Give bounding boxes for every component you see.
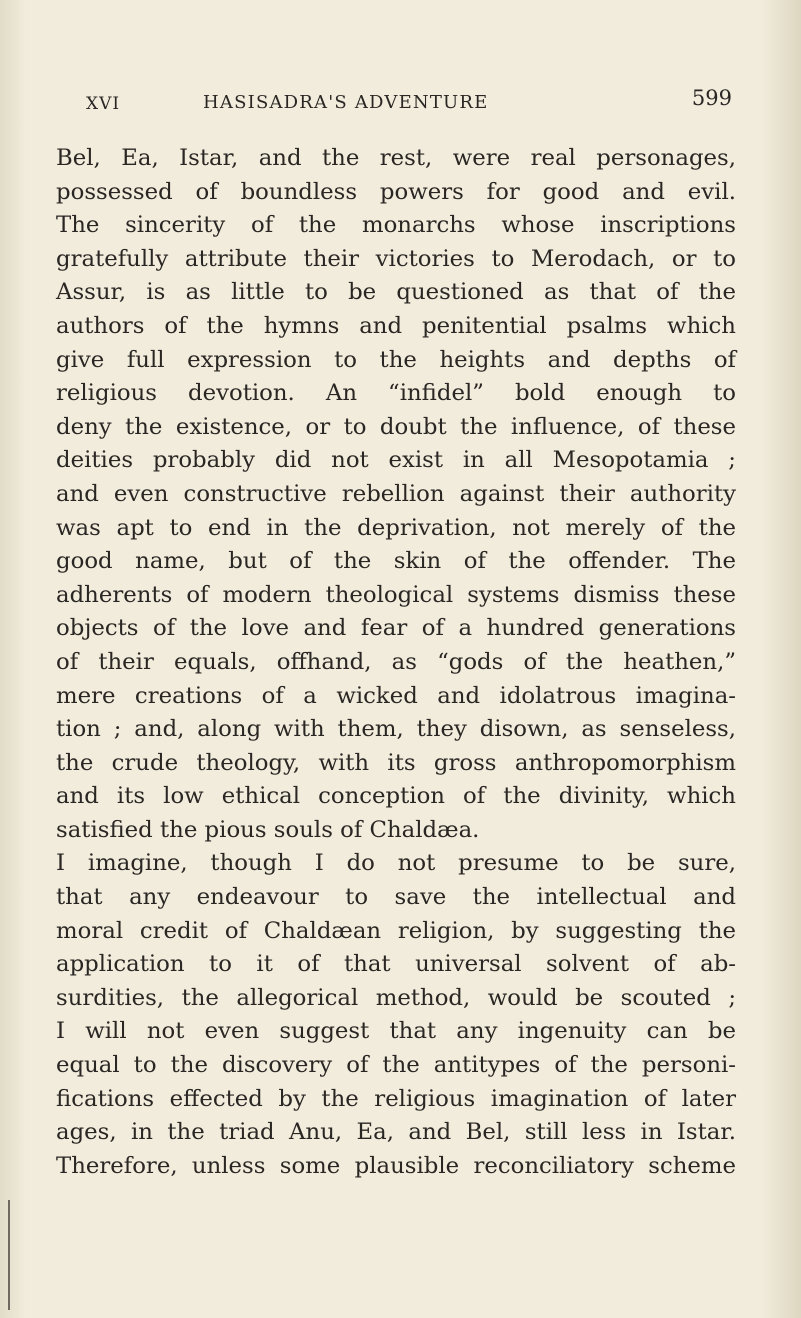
chapter-number: XVI bbox=[86, 94, 121, 114]
text-line: the crude theology, with its gross anthropomorphism bbox=[56, 749, 736, 776]
text-line: deny the existence, or to doubt the influence, of these bbox=[56, 413, 736, 440]
running-head bbox=[86, 86, 738, 120]
page-shade-left bbox=[0, 0, 26, 1318]
text-line: The sincerity of the monarchs whose inscriptions bbox=[56, 212, 736, 239]
text-line: application to it of that universal solvent of ab- bbox=[56, 951, 736, 978]
page-shade-right bbox=[761, 0, 801, 1318]
text-line: tion ; and, along with them, they disown, as senseless, bbox=[56, 716, 736, 743]
page-edge-mark bbox=[8, 1200, 10, 1310]
text-line: possessed of boundless powers for good and evil. bbox=[56, 178, 736, 205]
text-line: equal to the discovery of the antitypes of the personi- bbox=[56, 1052, 736, 1079]
text-line: Assur, is as little to be questioned as that of the bbox=[56, 279, 736, 306]
text-line: mere creations of a wicked and idolatrous imagina- bbox=[56, 682, 736, 709]
text-line: objects of the love and fear of a hundred generations bbox=[56, 615, 736, 642]
text-line: adherents of modern theological systems dismiss these bbox=[56, 581, 736, 608]
text-line: give full expression to the heights and depths of bbox=[56, 346, 736, 373]
text-line: that any endeavour to save the intellectual and bbox=[56, 884, 736, 911]
text-line: and even constructive rebellion against their authority bbox=[56, 480, 736, 507]
text-line: good name, but of the skin of the offender. The bbox=[56, 548, 736, 575]
page-number: 599 bbox=[691, 86, 732, 110]
text-line: moral credit of Chaldæan religion, by suggesting the bbox=[56, 917, 736, 944]
text-line: religious devotion. An “infidel” bold enough to bbox=[56, 380, 736, 407]
text-line: authors of the hymns and penitential psalms which bbox=[56, 312, 736, 339]
running-title: HASISADRA'S ADVENTURE bbox=[203, 92, 489, 113]
text-line: and its low ethical conception of the divinity, which bbox=[56, 783, 736, 810]
text-line: surdities, the allegorical method, would be scouted ; bbox=[56, 984, 736, 1011]
paragraph-end-line: satisfied the pious souls of Chaldæa. bbox=[56, 816, 480, 843]
text-line: Therefore, unless some plausible reconciliatory scheme bbox=[56, 1152, 736, 1179]
text-line: fications effected by the religious imagination of later bbox=[56, 1085, 736, 1112]
text-line: deities probably did not exist in all Mesopotamia ; bbox=[56, 447, 736, 474]
paragraph-start-line: I imagine, though I do not presume to be sure, bbox=[56, 850, 736, 877]
text-line: gratefully attribute their victories to Merodach, or to bbox=[56, 245, 736, 272]
text-line: was apt to end in the deprivation, not merely of the bbox=[56, 514, 736, 541]
text-line: Bel, Ea, Istar, and the rest, were real personages, bbox=[56, 145, 736, 171]
text-line: I will not even suggest that any ingenuity can be bbox=[56, 1018, 736, 1045]
text-line: of their equals, offhand, as “gods of the heathen,” bbox=[56, 648, 736, 675]
body-text bbox=[56, 142, 736, 1183]
text-line: ages, in the triad Anu, Ea, and Bel, still less in Istar. bbox=[56, 1119, 736, 1146]
